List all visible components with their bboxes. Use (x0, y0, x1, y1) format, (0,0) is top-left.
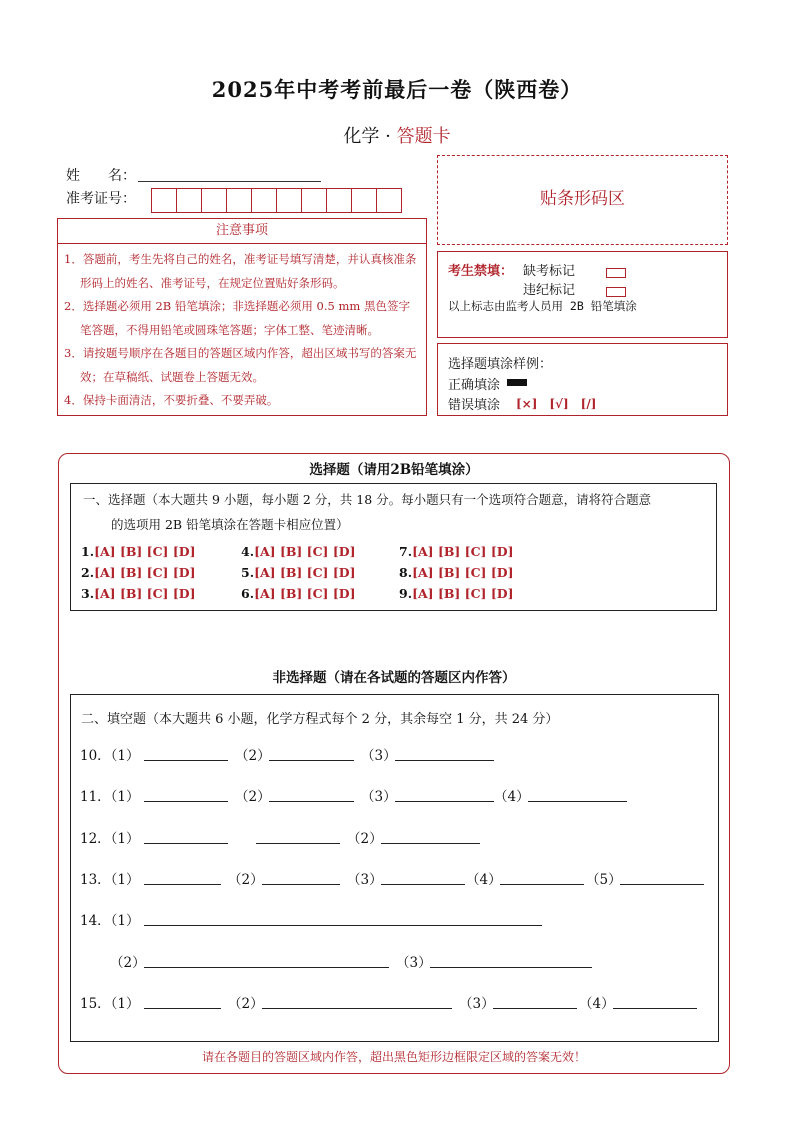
choice-box (70, 483, 717, 611)
q11-blank-2[interactable] (269, 800, 354, 802)
notice-panel (57, 218, 427, 416)
id-digit-box[interactable] (151, 188, 177, 213)
notice-list (58, 244, 426, 413)
q10-blank-3[interactable] (395, 759, 494, 761)
choice-question-7[interactable]: 7.[A] [B] [C] [D] (399, 544, 514, 559)
q14-blank-3[interactable] (430, 966, 592, 968)
q14-part2-label: （2） (110, 955, 146, 971)
q12-label: 12．（1） (80, 831, 140, 847)
correct-fill-sample (507, 379, 527, 386)
fill-in-box (70, 694, 719, 1042)
id-digit-box[interactable] (376, 188, 402, 213)
choice-question-5[interactable]: 5.[A] [B] [C] [D] (241, 565, 356, 580)
q10-label: 10．（1） (80, 748, 140, 764)
name-label: 姓 名： (66, 168, 136, 184)
id-number-boxes[interactable] (151, 188, 401, 213)
footer-warning: 请在各题目的答题区域内作答，超出黑色矩形边框限定区域的答案无效！ (201, 1050, 586, 1064)
page-subtitle (0, 122, 794, 148)
notice-item: 2．选择题必须用 2B 铅笔填涂；非选择题必须用 0.5 mm 黑色签字笔答题，不得用铅笔或圆珠笔答题；字体工整、笔迹清晰。 (64, 299, 410, 337)
q13-blank-5[interactable] (620, 883, 704, 885)
q15-part3-label: （3） (459, 996, 495, 1012)
notice-item: 4．保持卡面清洁，不要折叠、不要弄破。 (64, 393, 279, 407)
q14-part3-label: （3） (396, 955, 432, 971)
forbid-label: 考生禁填： (448, 264, 514, 279)
choice-question-6[interactable]: 6.[A] [B] [C] [D] (241, 586, 356, 601)
id-digit-box[interactable] (176, 188, 202, 213)
q12-blank-1a[interactable] (144, 842, 228, 844)
id-digit-box[interactable] (276, 188, 302, 213)
q12-blank-1b[interactable] (256, 842, 340, 844)
violation-mark-label: 违纪标记 (523, 283, 576, 298)
name-field[interactable] (138, 180, 321, 182)
id-digit-box[interactable] (326, 188, 352, 213)
q13-blank-4[interactable] (500, 883, 584, 885)
nonchoice-section-title: 非选择题（请在各试题的答题区内作答） (272, 670, 516, 686)
subject-label: 化学 (343, 126, 380, 147)
q12-part2-label: （2） (347, 831, 383, 847)
q13-blank-3[interactable] (381, 883, 465, 885)
q10-blank-1[interactable] (144, 759, 228, 761)
q15-blank-3[interactable] (493, 1007, 577, 1009)
subtitle-dot: · (385, 126, 391, 147)
answer-card-label: 答题卡 (396, 126, 451, 147)
q13-blank-1[interactable] (144, 883, 221, 885)
q15-blank-2[interactable] (262, 1007, 452, 1009)
wrong-fill-label: 错误填涂 (448, 398, 501, 413)
correct-fill-label: 正确填涂 (448, 378, 501, 393)
q11-part3-label: （3） (361, 789, 397, 805)
q14-blank-2[interactable] (144, 966, 389, 968)
q13-part4-label: （4） (466, 872, 502, 888)
notice-item: 3．请按题号顺序在各题目的答题区域内作答，超出区域书写的答案无效；在草稿纸、试题卷上答题无效。 (64, 346, 417, 384)
q13-part3-label: （3） (347, 872, 383, 888)
id-digit-box[interactable] (251, 188, 277, 213)
q13-part2-label: （2） (228, 872, 264, 888)
q10-blank-2[interactable] (269, 759, 354, 761)
choice-question-8[interactable]: 8.[A] [B] [C] [D] (399, 565, 514, 580)
choice-question-4[interactable]: 4.[A] [B] [C] [D] (241, 544, 356, 559)
q13-part5-label: （5） (586, 872, 622, 888)
q11-part4-label: （4） (494, 789, 530, 805)
choice-instruction-cont: 的选项用 2B 铅笔填涂在答题卡相应位置） (111, 517, 349, 532)
q13-blank-2[interactable] (262, 883, 340, 885)
id-digit-box[interactable] (226, 188, 252, 213)
q14-blank-1[interactable] (144, 924, 542, 926)
absent-mark-box[interactable] (606, 262, 626, 281)
q12-blank-2[interactable] (381, 842, 480, 844)
q11-blank-4[interactable] (528, 800, 627, 802)
id-digit-box[interactable] (201, 188, 227, 213)
q10-part2-label: （2） (235, 748, 271, 764)
q11-part2-label: （2） (235, 789, 271, 805)
id-digit-box[interactable] (351, 188, 377, 213)
choice-instruction: 一、选择题（本大题共 9 小题，每小题 2 分，共 18 分。每小题只有一个选项符合题意，请将符合题意 (83, 492, 652, 507)
notice-item: 1．答题前，考生先将自己的姓名，准考证号填写清楚，并认真核准条形码上的姓名、准考证号，在规定位置贴好条形码。 (64, 252, 417, 290)
absent-mark-label: 缺考标记 (523, 264, 576, 279)
q15-blank-4[interactable] (613, 1007, 697, 1009)
notice-heading: 注意事项 (58, 219, 426, 244)
choice-section-title: 选择题（请用2B铅笔填涂） (309, 462, 479, 478)
id-digit-box[interactable] (301, 188, 327, 213)
q15-blank-1[interactable] (144, 1007, 221, 1009)
sample-heading: 选择题填涂样例： (448, 357, 553, 372)
id-label: 准考证号： (66, 191, 136, 207)
fill-sample-panel (437, 343, 728, 416)
choice-question-9[interactable]: 9.[A] [B] [C] [D] (399, 586, 514, 601)
q10-part3-label: （3） (361, 748, 397, 764)
q13-label: 13．（1） (80, 872, 140, 888)
q15-part2-label: （2） (228, 996, 264, 1012)
q11-label: 11．（1） (80, 789, 140, 805)
wrong-fill-samples: [×] [√] [/] (516, 397, 597, 411)
q14-label: 14．（1） (80, 913, 140, 929)
page-title: 2025年中考考前最后一卷（陕西卷） (211, 77, 583, 102)
fill-in-instruction: 二、填空题（本大题共 6 小题，化学方程式每个 2 分，其余每空 1 分，共 24 分） (81, 712, 559, 727)
q15-part4-label: （4） (579, 996, 615, 1012)
forbid-note: 以上标志由监考人员用 2B 铅笔填涂 (448, 299, 637, 313)
q11-blank-1[interactable] (144, 800, 228, 802)
q15-label: 15．（1） (80, 996, 140, 1012)
choice-question-1[interactable]: 1.[A] [B] [C] [D] (81, 544, 196, 559)
q11-blank-3[interactable] (395, 800, 494, 802)
barcode-area: 贴条形码区 (437, 155, 728, 245)
forbid-panel (437, 251, 728, 338)
choice-question-3[interactable]: 3.[A] [B] [C] [D] (81, 586, 196, 601)
choice-question-2[interactable]: 2.[A] [B] [C] [D] (81, 565, 196, 580)
